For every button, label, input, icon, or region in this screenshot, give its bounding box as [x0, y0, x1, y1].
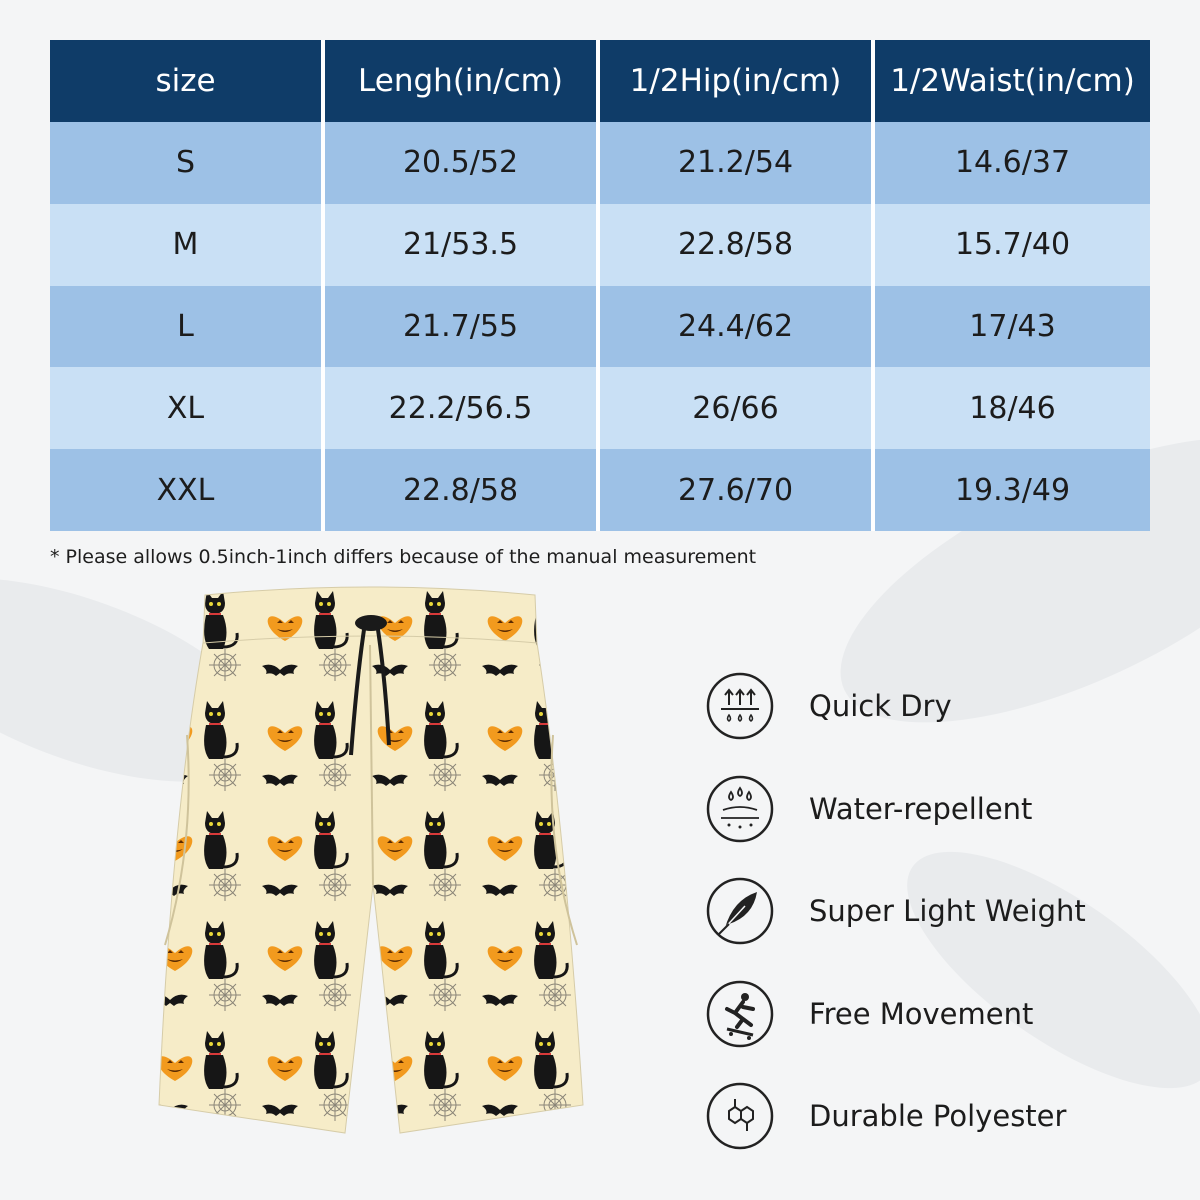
feature-label: Super Light Weight [809, 894, 1086, 929]
size-chart-table [50, 40, 1150, 531]
table-row [50, 367, 1150, 449]
header-waist: 1/2Waist(in/cm) [875, 40, 1150, 122]
cell-size: S [50, 122, 325, 204]
cell-size: XL [50, 367, 325, 449]
table-row [50, 449, 1150, 531]
cell-hip: 26/66 [600, 367, 875, 449]
feature-durable-polyester [705, 1065, 1165, 1168]
feature-label: Water-repellent [809, 791, 1033, 826]
feature-quick-dry [705, 655, 1165, 758]
cell-size: L [50, 286, 325, 368]
cell-length: 21.7/55 [325, 286, 600, 368]
header-length: Lengh(in/cm) [325, 40, 600, 122]
header-hip: 1/2Hip(in/cm) [600, 40, 875, 122]
molecule-icon [705, 1081, 775, 1151]
cell-waist: 15.7/40 [875, 204, 1150, 286]
cell-hip: 27.6/70 [600, 449, 875, 531]
cell-length: 20.5/52 [325, 122, 600, 204]
cell-hip: 21.2/54 [600, 122, 875, 204]
feature-label: Free Movement [809, 996, 1034, 1031]
feather-icon [705, 876, 775, 946]
cell-length: 21/53.5 [325, 204, 600, 286]
feature-super-light-weight [705, 860, 1165, 963]
quick-dry-icon [705, 671, 775, 741]
cell-waist: 18/46 [875, 367, 1150, 449]
feature-water-repellent [705, 758, 1165, 861]
feature-label: Durable Polyester [809, 1099, 1067, 1134]
water-repellent-icon [705, 774, 775, 844]
feature-free-movement [705, 963, 1165, 1066]
header-size: size [50, 40, 325, 122]
cell-waist: 17/43 [875, 286, 1150, 368]
skateboarder-icon [705, 979, 775, 1049]
cell-hip: 24.4/62 [600, 286, 875, 368]
table-row [50, 122, 1150, 204]
table-row [50, 204, 1150, 286]
cell-size: XXL [50, 449, 325, 531]
cell-length: 22.2/56.5 [325, 367, 600, 449]
size-chart-header-row [50, 40, 1150, 122]
cell-hip: 22.8/58 [600, 204, 875, 286]
feature-list [705, 655, 1165, 1168]
measurement-note: * Please allows 0.5inch-1inch differs because of the manual measurement [50, 546, 757, 568]
product-image-board-shorts [145, 585, 595, 1165]
table-row [50, 286, 1150, 368]
cell-length: 22.8/58 [325, 449, 600, 531]
feature-label: Quick Dry [809, 689, 952, 724]
cell-waist: 19.3/49 [875, 449, 1150, 531]
cell-waist: 14.6/37 [875, 122, 1150, 204]
cell-size: M [50, 204, 325, 286]
